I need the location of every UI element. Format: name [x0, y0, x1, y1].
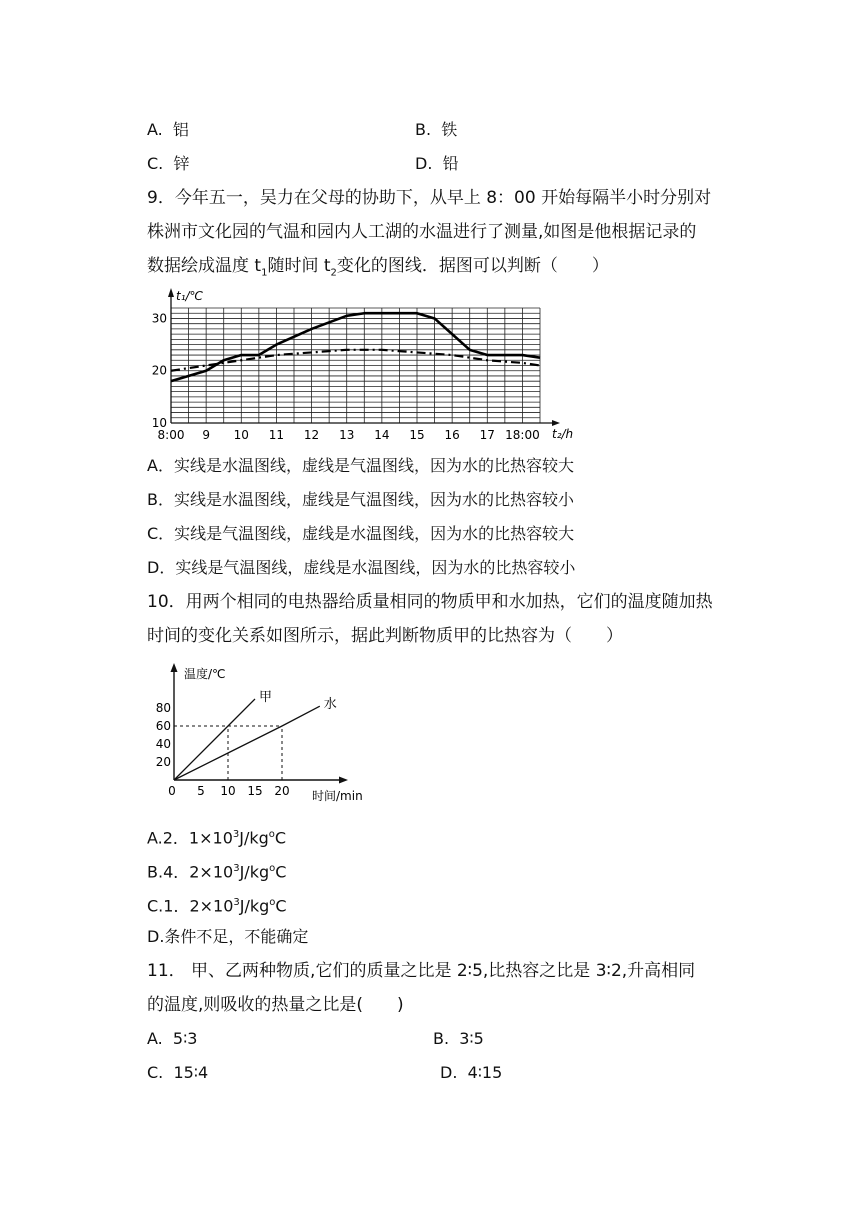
option-letter: D.: [415, 154, 433, 173]
x-tick-label: 11: [268, 428, 285, 442]
y-tick-label: 40: [155, 737, 171, 751]
chart-series: [174, 690, 337, 780]
y-tick-label: 10: [151, 416, 167, 430]
q11-stem-line1: 11． 甲、乙两种物质,它们的质量之比是 2∶5,比热容之比是 3∶2,升高相同: [147, 961, 696, 981]
superscript: 3: [233, 897, 240, 908]
option-text: 铝: [172, 120, 189, 139]
q10-stem-line1: 10．用两个相同的电热器给质量相同的物质甲和水加热，它们的温度随加热: [147, 592, 713, 612]
q11-option-b: [433, 1028, 484, 1050]
x-tick-label: 17: [479, 428, 495, 442]
y-tick-label: 60: [155, 719, 171, 733]
chart-axes: [171, 663, 349, 784]
x-tick-label: 0: [168, 784, 176, 798]
option-letter: B.: [433, 1029, 450, 1048]
q10-option-a: [147, 824, 286, 849]
x-axis-label: t₂/h: [552, 427, 574, 441]
q8-option-a: [147, 119, 189, 141]
option-letter: A.: [147, 1029, 163, 1048]
text: J/kg: [239, 896, 270, 916]
option-text: 铅: [442, 154, 459, 173]
option-letter: A.: [147, 120, 163, 139]
option-text: 锌: [173, 154, 190, 173]
x-tick-label: 16: [444, 428, 460, 442]
text: J/kg: [239, 828, 269, 848]
y-axis-arrow: [171, 663, 178, 672]
superscript: o: [268, 829, 275, 840]
text: 变化的图线．据图可以判断（ ）: [336, 256, 609, 276]
q8-option-b: [415, 119, 457, 141]
x-tick-label: 14: [374, 428, 390, 442]
chart-grid: [171, 308, 540, 423]
x-tick-label: 10: [220, 784, 236, 798]
option-letter: C.: [147, 154, 164, 173]
y-tick-label: 20: [155, 755, 171, 769]
series-label: 甲: [259, 690, 273, 705]
q9-option-b: B．实线是水温图线，虚线是气温图线，因为水的比热容较小: [147, 490, 574, 509]
chart-tick-labels: [156, 701, 290, 798]
q9-stem-line3: [147, 255, 609, 284]
q10-option-c: [147, 892, 287, 917]
option-text: 4∶15: [467, 1063, 503, 1082]
q9-option-c: C．实线是气温图线，虚线是水温图线，因为水的比热容较大: [147, 524, 575, 543]
option-text: 15∶4: [173, 1063, 209, 1082]
text: C: [275, 862, 287, 882]
x-tick-label: 15: [247, 784, 263, 798]
option-text: 3∶5: [459, 1029, 484, 1048]
text: J/kg: [239, 862, 270, 882]
text: A.2．1×10: [147, 828, 233, 848]
x-axis-arrow: [339, 777, 348, 784]
q9-stem-line2: 株洲市文化园的气温和园内人工湖的水温进行了测量,如图是他根据记录的: [147, 222, 697, 242]
temperature-time-chart: [140, 285, 590, 445]
q11-option-d: [440, 1062, 502, 1084]
y-tick-label: 80: [155, 701, 171, 715]
option-letter: B.: [415, 120, 432, 139]
text: C.1．2×10: [147, 896, 234, 916]
superscript: o: [269, 897, 276, 908]
series-label: 水: [323, 697, 337, 713]
superscript: 3: [232, 829, 240, 840]
option-letter: D.: [440, 1063, 458, 1082]
x-tick-label: 18:00: [505, 428, 540, 442]
q8-option-d: [415, 153, 459, 175]
y-axis-arrow: [168, 288, 174, 297]
x-tick-label: 13: [339, 428, 355, 442]
y-axis-label: 温度/℃: [184, 667, 226, 681]
q9-stem-line1: 9．今年五一，吴力在父母的协助下，从早上 8：00 开始每隔半小时分别对: [147, 188, 712, 208]
q11-option-a: [147, 1028, 197, 1050]
y-axis-label: t₁/℃: [176, 289, 204, 303]
text: C: [275, 896, 287, 916]
q10-option-d: D.条件不足，不能确定: [147, 927, 309, 946]
q10-option-b: [147, 858, 286, 883]
text: 数据绘成温度 t: [147, 256, 262, 276]
text: C: [274, 828, 287, 848]
q8-option-c: [147, 153, 189, 175]
x-tick-label: 10: [233, 428, 249, 442]
option-text: 铁: [441, 120, 458, 139]
x-tick-label: 20: [274, 784, 290, 798]
y-tick-label: 20: [151, 363, 167, 378]
subscript: 2: [330, 267, 337, 279]
q9-option-a: A．实线是水温图线，虚线是气温图线，因为水的比热容较大: [147, 456, 574, 475]
y-tick-label: 30: [151, 311, 167, 326]
x-axis-arrow: [552, 420, 560, 426]
q9-option-d: D．实线是气温图线，虚线是水温图线，因为水的比热容较小: [147, 558, 576, 577]
option-text: 5∶3: [172, 1029, 198, 1048]
option-letter: C.: [147, 1063, 164, 1082]
q11-stem-line2: 的温度,则吸收的热量之比是( ): [147, 995, 404, 1015]
superscript: 3: [233, 863, 240, 874]
text: B.4．2×10: [147, 862, 234, 882]
x-tick-label: 12: [303, 428, 320, 442]
series-line-甲: [174, 699, 255, 780]
x-tick-label: 5: [197, 784, 205, 798]
x-tick-label: 9: [202, 428, 210, 442]
subscript: 1: [261, 267, 268, 279]
series-line-水: [174, 706, 320, 780]
x-tick-label: 15: [409, 428, 425, 442]
superscript: o: [269, 863, 276, 874]
text: 随时间 t: [267, 256, 331, 276]
q10-stem-line2: 时间的变化关系如图所示，据此判断物质甲的比热容为（ ）: [147, 626, 623, 646]
x-axis-label: 时间/min: [312, 789, 363, 803]
q11-option-c: [147, 1062, 208, 1084]
x-tick-label: 8:00: [157, 428, 185, 442]
heating-temperature-chart: [150, 658, 390, 808]
